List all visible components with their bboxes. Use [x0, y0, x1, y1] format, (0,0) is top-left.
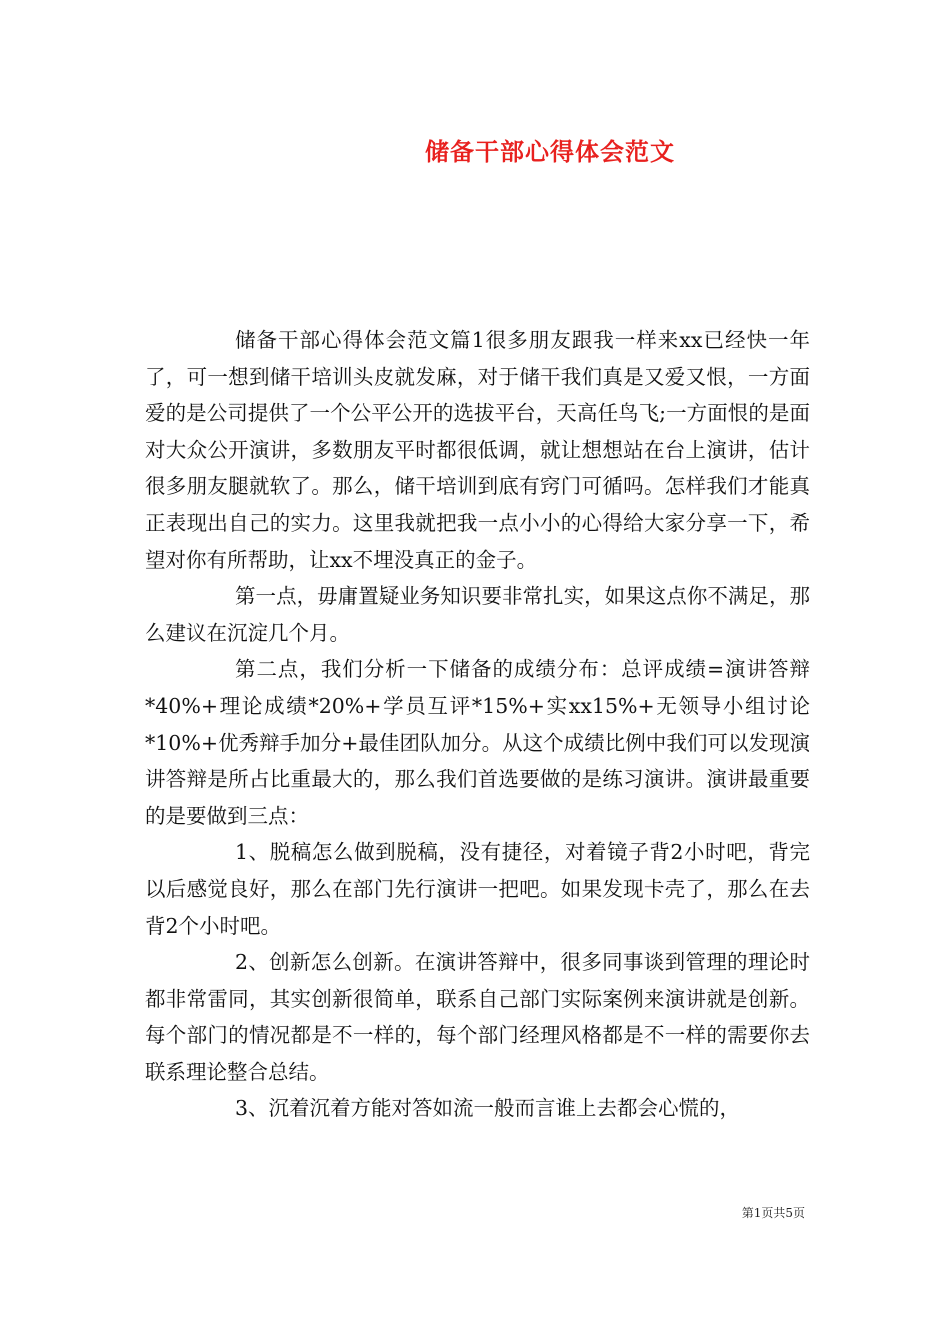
- paragraph-intro: 储备干部心得体会范文篇1很多朋友跟我一样来xx已经快一年了，可一想到储干培训头皮就发麻，对于储干我们真是又爱又恨，一方面爱的是公司提供了一个公平公开的选拔平台，天高任鸟飞;一方面恨的是面对大众公开演讲，多数朋友平时都很低调，就让想想站在台上演讲，估计很多朋友腿就软了。那么，储干培训到底有窍门可循吗。怎样我们才能真正表现出自己的实力。这里我就把我一点小小的心得给大家分享一下，希望对你有所帮助，让xx不埋没真正的金子。: [145, 328, 810, 572]
- paragraph-item-1: 1、脱稿怎么做到脱稿，没有捷径，对着镜子背2小时吧，背完以后感觉良好，那么在部门先行演讲一把吧。如果发现卡壳了，那么在去背2个小时吧。: [145, 840, 810, 938]
- paragraph-point-two: 第二点，我们分析一下储备的成绩分布：总评成绩=演讲答辩*40%+理论成绩*20%+学员互评*15%+实xx15%+无领导小组讨论*10%+优秀辩手加分+最佳团队加分。从这个成绩比例中我们可以发现演讲答辩是所占比重最大的，那么我们首选要做的是练习演讲。演讲最重要的是要做到三点：: [145, 657, 810, 828]
- paragraph-item-3: 3、沉着沉着方能对答如流一般而言谁上去都会心慌的，: [235, 1096, 741, 1121]
- paragraph-point-one: 第一点，毋庸置疑业务知识要非常扎实，如果这点你不满足，那么建议在沉淀几个月。: [145, 584, 810, 645]
- document-title: 储备干部心得体会范文: [425, 137, 675, 166]
- document-body: [145, 322, 810, 1127]
- page-number-footer: 第1页共5页: [741, 1206, 805, 1220]
- paragraph-item-2: 2、创新怎么创新。在演讲答辩中，很多同事谈到管理的理论时都非常雷同，其实创新很简单，联系自己部门实际案例来演讲就是创新。每个部门的情况都是不一样的，每个部门经理风格都是不一样的需要你去联系理论整合总结。: [145, 950, 810, 1084]
